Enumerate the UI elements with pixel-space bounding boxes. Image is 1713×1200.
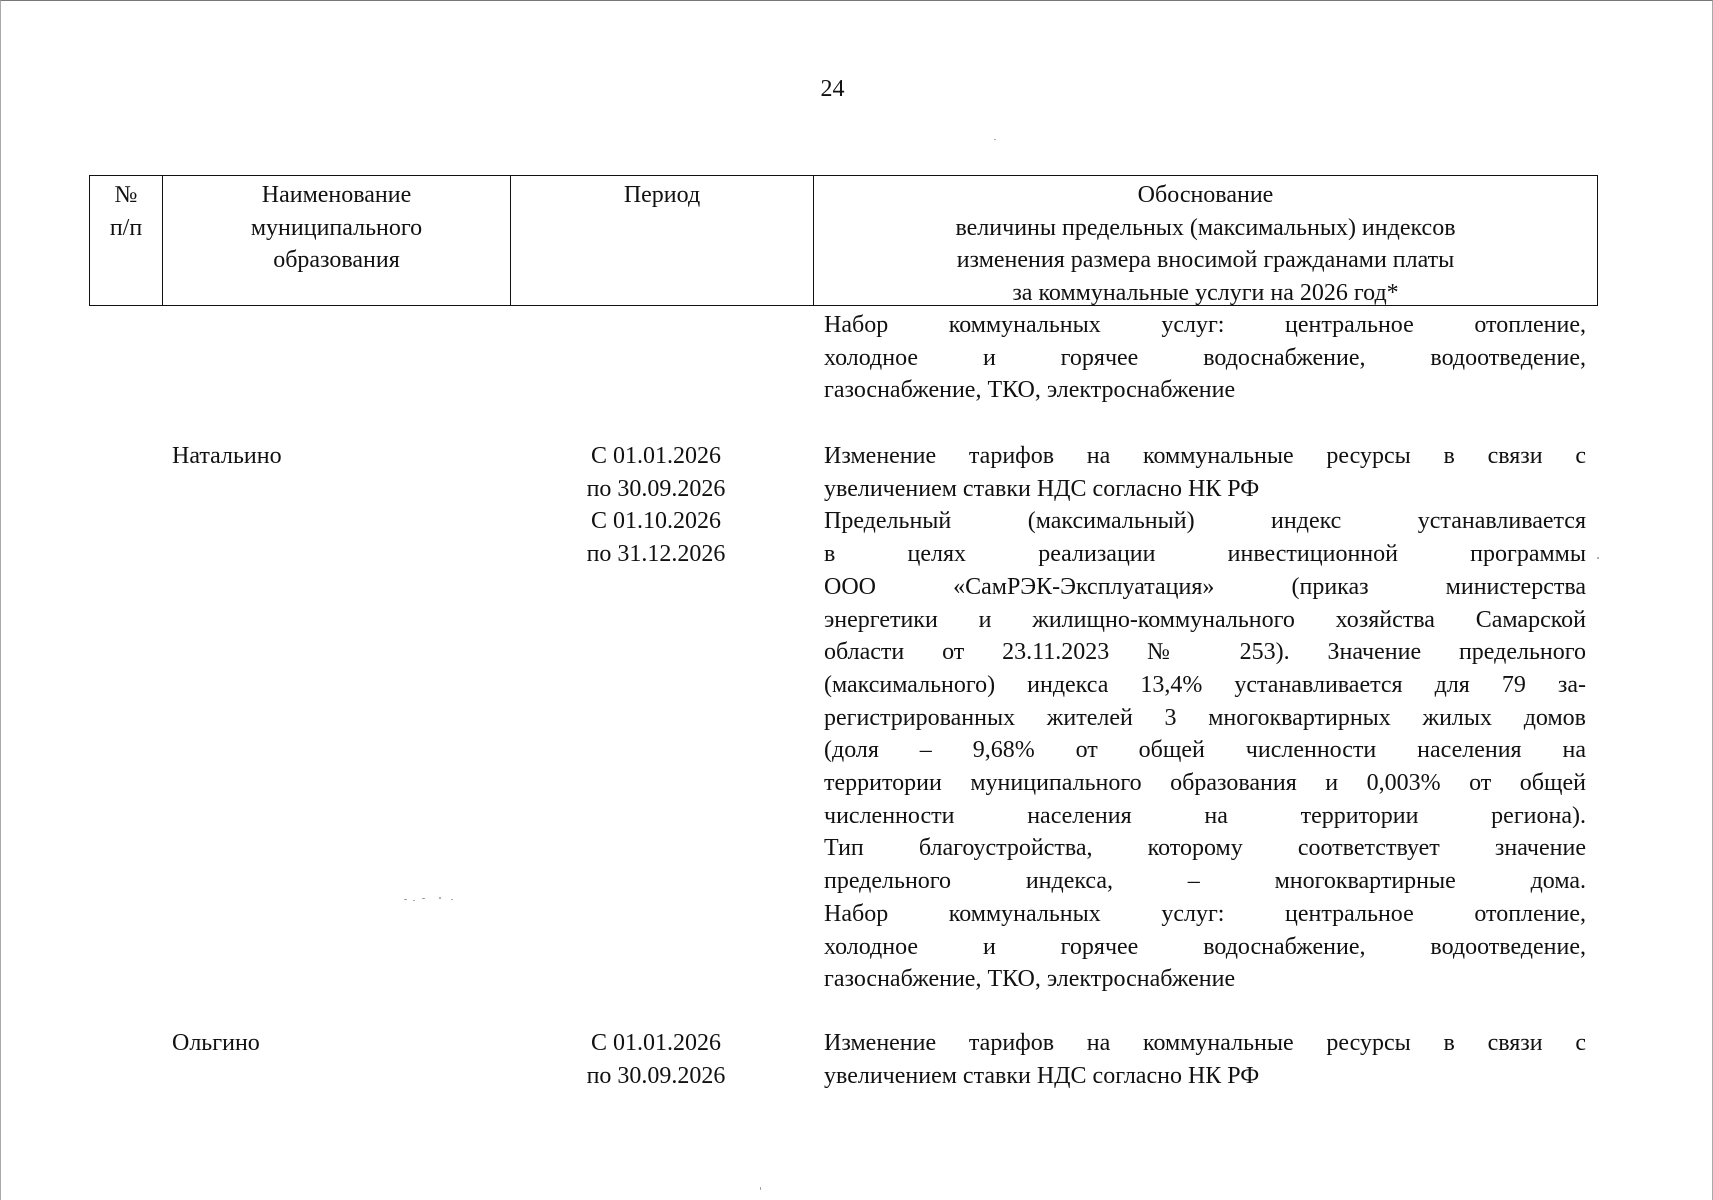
scan-speck	[451, 899, 453, 900]
scan-speck	[760, 1187, 761, 1190]
scan-speck	[994, 139, 996, 140]
basis-text	[824, 1027, 1586, 1092]
period-line: по 31.12.2026	[586, 541, 726, 568]
text-line: Изменение тарифов на коммунальные ресурсы в связи с	[824, 1030, 1586, 1056]
scan-speck	[439, 897, 441, 899]
header-text: за коммунальные услуги на 2026 год*	[1012, 279, 1399, 306]
period-cell	[561, 440, 751, 571]
scan-speck	[1597, 557, 1599, 559]
text-line: территории муниципального образования и 0,003% от общей	[824, 770, 1586, 797]
header-col-number	[90, 176, 163, 305]
period-line: С 01.01.2026	[590, 1030, 721, 1056]
text-line: численности населения на территории региона).	[824, 802, 1586, 829]
text-line: газоснабжение, ТКО, электроснабжение	[824, 966, 1236, 993]
scan-speck	[413, 900, 415, 901]
period-line: по 30.09.2026	[586, 1062, 726, 1089]
scan-speck	[422, 898, 425, 899]
period-line: С 01.10.2026	[590, 508, 721, 535]
text-line: Изменение тарифов на коммунальные ресурсы в связи с	[824, 443, 1586, 469]
text-line: области от 23.11.2023 № 253). Значение предельного	[824, 639, 1586, 666]
text-line: Набор коммунальных услуг: центральное отопление,	[824, 312, 1586, 338]
text-line: холодное и горячее водоснабжение, водоотведение,	[824, 344, 1586, 371]
municipality-name: Ольгино	[172, 1030, 260, 1056]
header-text: Обоснование	[1137, 182, 1274, 208]
text-line: предельного индекса, – многоквартирные дома.	[824, 868, 1586, 895]
text-line: (максимального) индекса 13,4% устанавливается для 79 за-	[824, 671, 1586, 698]
header-text: образования	[273, 247, 400, 273]
page-number: 24	[820, 76, 845, 102]
header-text: величины предельных (максимальных) индексов	[955, 214, 1456, 241]
header-text: №	[114, 182, 138, 208]
municipality-name: Натальино	[172, 443, 282, 469]
text-line: холодное и горячее водоснабжение, водоотведение,	[824, 933, 1586, 960]
text-line: увеличением ставки НДС согласно НК РФ	[824, 475, 1260, 502]
text-line: Тип благоустройства, которому соответствует значение	[824, 835, 1586, 862]
text-line: Набор коммунальных услуг: центральное отопление,	[824, 900, 1586, 927]
header-col-period	[511, 176, 814, 305]
header-text: Период	[623, 182, 701, 208]
header-col-municipality	[163, 176, 511, 305]
text-line: газоснабжение, ТКО, электроснабжение	[824, 377, 1236, 404]
continuation-text	[824, 309, 1586, 407]
header-col-basis	[814, 176, 1597, 305]
period-cell	[561, 1027, 751, 1092]
header-text: Наименование	[261, 182, 412, 208]
text-line: в целях реализации инвестиционной программы	[824, 541, 1586, 568]
text-line: Предельный (максимальный) индекс устанавливается	[824, 508, 1586, 535]
text-line: увеличением ставки НДС согласно НК РФ	[824, 1062, 1260, 1089]
header-text: изменения размера вносимой гражданами платы	[956, 247, 1455, 273]
period-line: по 30.09.2026	[586, 475, 726, 502]
text-line: регистрированных жителей 3 многоквартирных жилых домов	[824, 704, 1586, 731]
table-header	[89, 175, 1598, 306]
period-line: С 01.01.2026	[590, 443, 721, 469]
basis-text	[824, 440, 1586, 996]
text-line: ООО «СамРЭК-Эксплуатация» (приказ министерства	[824, 573, 1586, 600]
header-text: муниципального	[250, 214, 423, 241]
text-line: (доля – 9,68% от общей численности населения на	[824, 737, 1586, 764]
text-line: энергетики и жилищно-коммунального хозяйства Самарской	[824, 606, 1586, 633]
scan-speck	[404, 899, 407, 900]
header-text: п/п	[109, 214, 143, 241]
